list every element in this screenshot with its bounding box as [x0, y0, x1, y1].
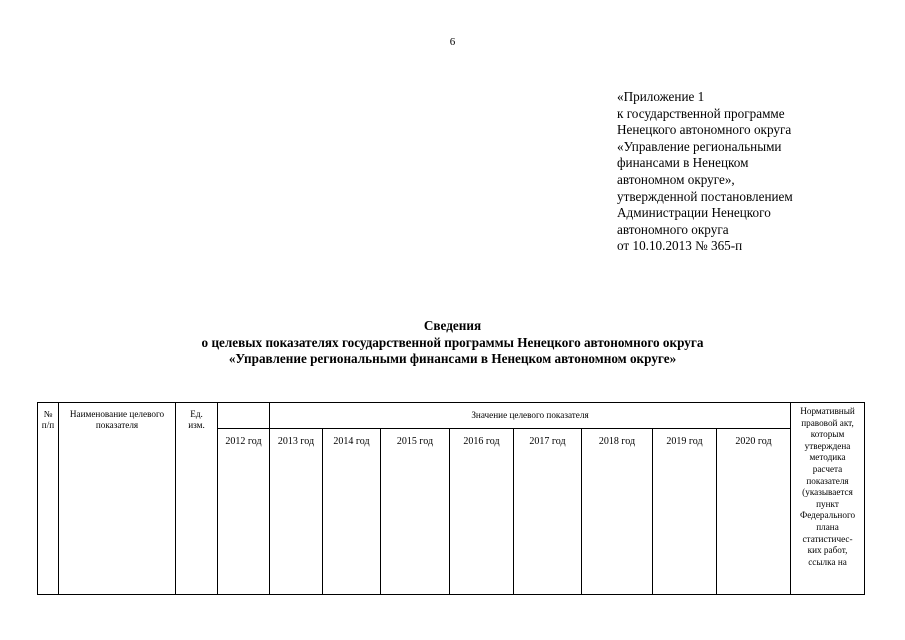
appendix-line: от 10.10.2013 № 365-п [617, 238, 743, 254]
appendix-line: «Приложение 1 [617, 89, 705, 104]
appendix-line: к государственной программе [617, 105, 785, 121]
header-year-2014: 2014 год [323, 429, 381, 595]
header-empty-cell [218, 403, 270, 429]
heading-program-name: «Управление региональными финансами в Ненецком автономном округе» [228, 351, 677, 367]
appendix-line: утвержденной постановлением [617, 188, 793, 204]
header-number: № п/п [38, 403, 59, 595]
header-unit: Ед. изм. [176, 403, 218, 595]
appendix-line: автономном округе», [617, 171, 735, 187]
header-year-2019: 2019 год [653, 429, 717, 595]
header-year-2016: 2016 год [450, 429, 514, 595]
header-indicator-name: Наименование целевого показателя [59, 403, 176, 595]
appendix-line: автономного округа [617, 221, 729, 237]
header-year-2017: 2017 год [514, 429, 582, 595]
header-year-2013: 2013 год [270, 429, 323, 595]
header-year-2015: 2015 год [381, 429, 450, 595]
document-heading [0, 318, 905, 368]
indicators-table [37, 402, 865, 595]
appendix-line: Администрации Ненецкого [617, 205, 771, 221]
heading-subtitle: о целевых показателях государственной программы Ненецкого автономного округа [201, 334, 704, 350]
page-number: 6 [449, 36, 456, 48]
header-year-2020: 2020 год [717, 429, 791, 595]
appendix-note [617, 89, 793, 255]
appendix-line: финансами в Ненецком [617, 155, 749, 171]
appendix-line: «Управление региональными [617, 138, 782, 154]
heading-title: Сведения [423, 318, 482, 333]
header-value-group: Значение целевого показателя [270, 403, 791, 429]
header-year-2018: 2018 год [582, 429, 653, 595]
header-year-2012: 2012 год [218, 429, 270, 595]
appendix-line: Ненецкого автономного округа [617, 122, 792, 138]
header-normative-act: Нормативный правовой акт, которым утверждена методика расчета показателя (указывается пункт Федерального плана статистичес- ких работ, ссылка на [791, 403, 865, 595]
